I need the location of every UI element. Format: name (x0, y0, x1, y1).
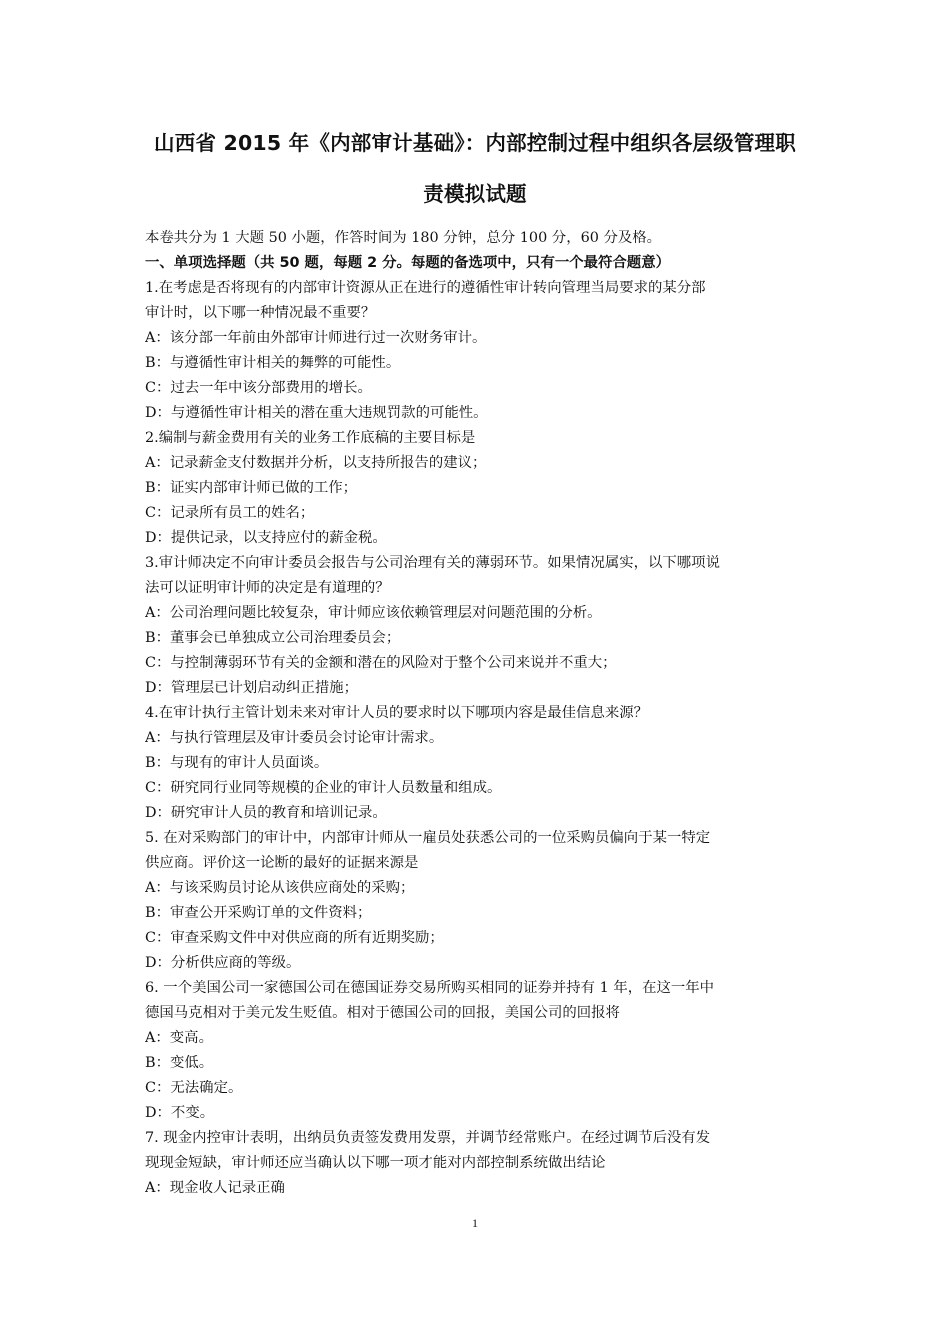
page-number: 1 (472, 1216, 478, 1230)
answer-option: A：变高。 (145, 1030, 213, 1046)
answer-option: A：现金收人记录正确 (145, 1180, 285, 1196)
section-header: 一、单项选择题（共 50 题，每题 2 分。每题的备选项中，只有一个最符合题意） (145, 255, 670, 271)
answer-option: C：记录所有员工的姓名； (145, 505, 315, 521)
answer-option: D：提供记录，以支持应付的薪金税。 (145, 530, 387, 546)
question-list (145, 276, 825, 1201)
document-title-line-1: 山西省 2015 年《内部审计基础》：内部控制过程中组织各层级管理职 (154, 131, 796, 155)
answer-option: C：研究同行业同等规模的企业的审计人员数量和组成。 (145, 780, 502, 796)
document-title-line-2: 责模拟试题 (423, 182, 527, 206)
answer-option: B：与遵循性审计相关的舞弊的可能性。 (145, 355, 401, 371)
question-text-line: 法可以证明审计师的决定是有道理的？ (145, 580, 390, 596)
question-text-line: 供应商。评价这一论断的最好的证据来源是 (145, 855, 419, 871)
question-text-line: 德国马克相对于美元发生贬值。相对于德国公司的回报，美国公司的回报将 (145, 1005, 620, 1021)
question-text-line: 3.审计师决定不向审计委员会报告与公司治理有关的薄弱环节。如果情况属实，以下哪项说 (145, 555, 720, 571)
exam-intro: 本卷共分为 1 大题 50 小题，作答时间为 180 分钟，总分 100 分，60 分及格。 (145, 230, 662, 246)
answer-option: B：与现有的审计人员面谈。 (145, 755, 329, 771)
answer-option: D：管理层已计划启动纠正措施； (145, 680, 359, 696)
answer-option: A：与该采购员讨论从该供应商处的采购； (145, 880, 415, 896)
answer-option: D：研究审计人员的教育和培训记录。 (145, 805, 387, 821)
answer-option: A：该分部一年前由外部审计师进行过一次财务审计。 (145, 330, 487, 346)
question-text-line: 审计时，以下哪一种情况最不重要？ (145, 305, 376, 321)
question-text-line: 4.在审计执行主管计划未来对审计人员的要求时以下哪项内容是最佳信息来源？ (145, 705, 649, 721)
answer-option: C：审查采购文件中对供应商的所有近期奖励； (145, 930, 444, 946)
question-text-line: 现现金短缺，审计师还应当确认以下哪一项才能对内部控制系统做出结论 (145, 1155, 606, 1171)
answer-option: B：董事会已单独成立公司治理委员会； (145, 630, 401, 646)
answer-option: A：与执行管理层及审计委员会讨论审计需求。 (145, 730, 444, 746)
question-text-line: 2.编制与薪金费用有关的业务工作底稿的主要目标是 (145, 430, 476, 446)
answer-option: A：公司治理问题比较复杂，审计师应该依赖管理层对问题范围的分析。 (145, 605, 602, 621)
answer-option: B：证实内部审计师已做的工作； (145, 480, 358, 496)
question-text-line: 1.在考虑是否将现有的内部审计资源从正在进行的遵循性审计转向管理当局要求的某分部 (145, 280, 706, 296)
question-text-line: 6. 一个美国公司一家德国公司在德国证券交易所购买相同的证券并持有 1 年，在这一年中 (145, 980, 715, 996)
answer-option: A：记录薪金支付数据并分析，以支持所报告的建议； (145, 455, 487, 471)
document-body (145, 226, 825, 1201)
question-text-line: 5. 在对采购部门的审计中，内部审计师从一雇员处获悉公司的一位采购员偏向于某一特定 (145, 830, 711, 846)
question-text-line: 7. 现金内控审计表明，出纳员负责签发费用发票，并调节经常账户。在经过调节后没有发 (145, 1130, 711, 1146)
answer-option: B：变低。 (145, 1055, 214, 1071)
answer-option: D：分析供应商的等级。 (145, 955, 301, 971)
answer-option: D：不变。 (145, 1105, 215, 1121)
answer-option: C：过去一年中该分部费用的增长。 (145, 380, 372, 396)
answer-option: B：审查公开采购订单的文件资料； (145, 905, 372, 921)
answer-option: D：与遵循性审计相关的潜在重大违规罚款的可能性。 (145, 405, 488, 421)
answer-option: C：与控制薄弱环节有关的金额和潜在的风险对于整个公司来说并不重大； (145, 655, 617, 671)
answer-option: C：无法确定。 (145, 1080, 243, 1096)
